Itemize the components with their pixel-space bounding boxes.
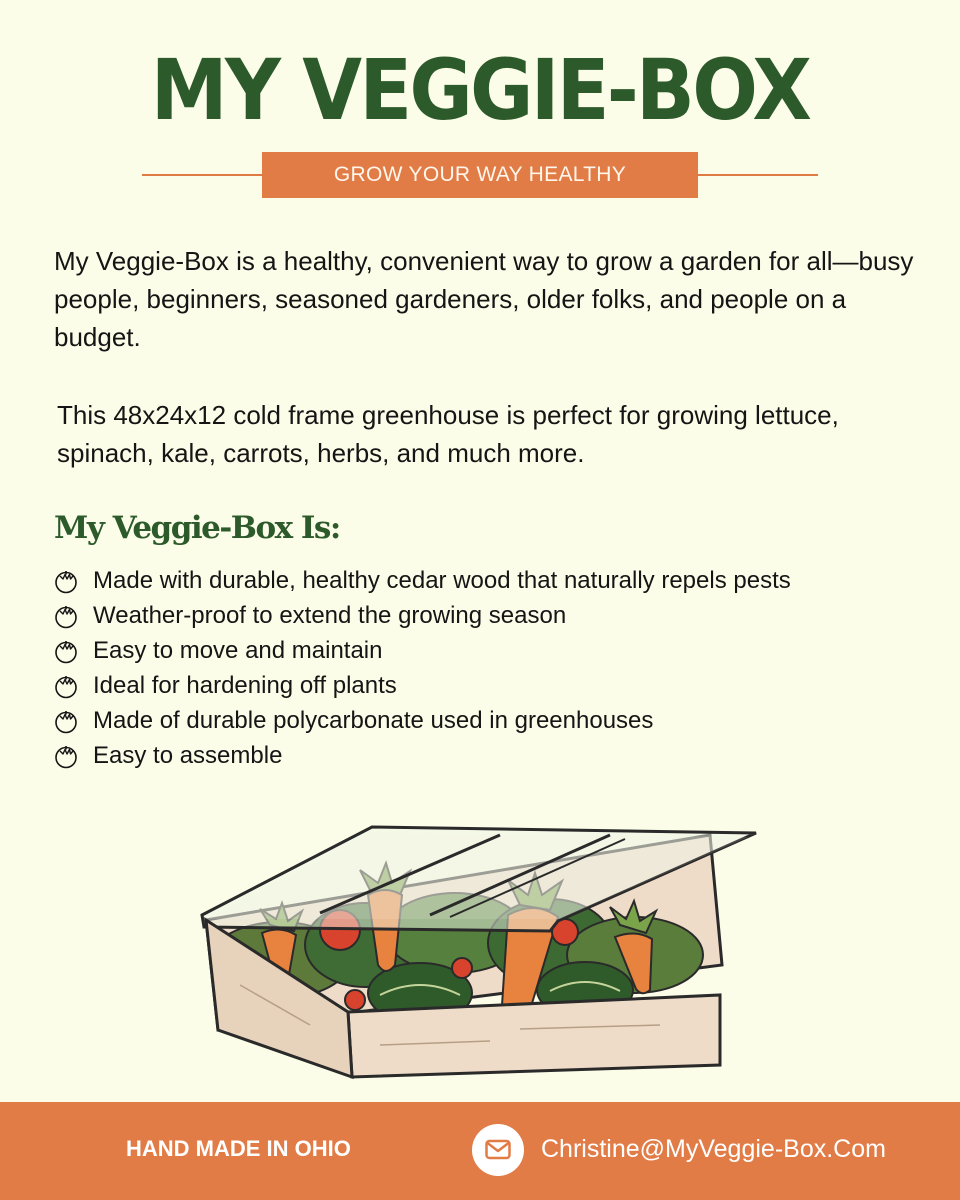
feature-text: Easy to assemble [93, 741, 283, 769]
tomato-icon [52, 742, 80, 770]
features-list [52, 563, 791, 773]
feature-text: Ideal for hardening off plants [93, 671, 397, 699]
footer-bar [0, 1102, 960, 1200]
feature-text: Made of durable polycarbonate used in greenhouses [93, 706, 654, 734]
feature-item [52, 633, 791, 668]
feature-text: Easy to move and maintain [93, 636, 383, 664]
tagline-banner: GROW YOUR WAY HEALTHY [262, 152, 698, 198]
feature-item [52, 598, 791, 633]
features-heading: My Veggie-Box Is: [54, 510, 340, 546]
feature-item [52, 703, 791, 738]
feature-item [52, 668, 791, 703]
intro-paragraph-1: My Veggie-Box is a healthy, convenient way to grow a garden for all—busy people, beginners, seasoned gardeners, older folks, and people on a budget. [54, 246, 914, 352]
feature-text: Weather-proof to extend the growing season [93, 601, 567, 629]
tomato-icon [52, 602, 80, 630]
feature-item [52, 563, 791, 598]
tagline-right-rule [698, 174, 818, 176]
cold-frame-illustration [190, 815, 770, 1090]
intro-paragraph-2: This 48x24x12 cold frame greenhouse is perfect for growing lettuce, spinach, kale, carrots, herbs, and much more. [57, 400, 839, 468]
feature-text: Made with durable, healthy cedar wood that naturally repels pests [93, 566, 791, 594]
tomato-icon [52, 637, 80, 665]
envelope-icon [472, 1124, 524, 1176]
footer-origin-text: HAND MADE IN OHIO [126, 1136, 351, 1161]
page-title: MY VEGGIE-BOX [150, 41, 810, 139]
tomato-icon [52, 567, 80, 595]
feature-item [52, 738, 791, 773]
email-link[interactable]: Christine@MyVeggie-Box.Com [541, 1135, 886, 1163]
tomato-icon [52, 707, 80, 735]
tagline-left-rule [142, 174, 262, 176]
tomato-icon [52, 672, 80, 700]
